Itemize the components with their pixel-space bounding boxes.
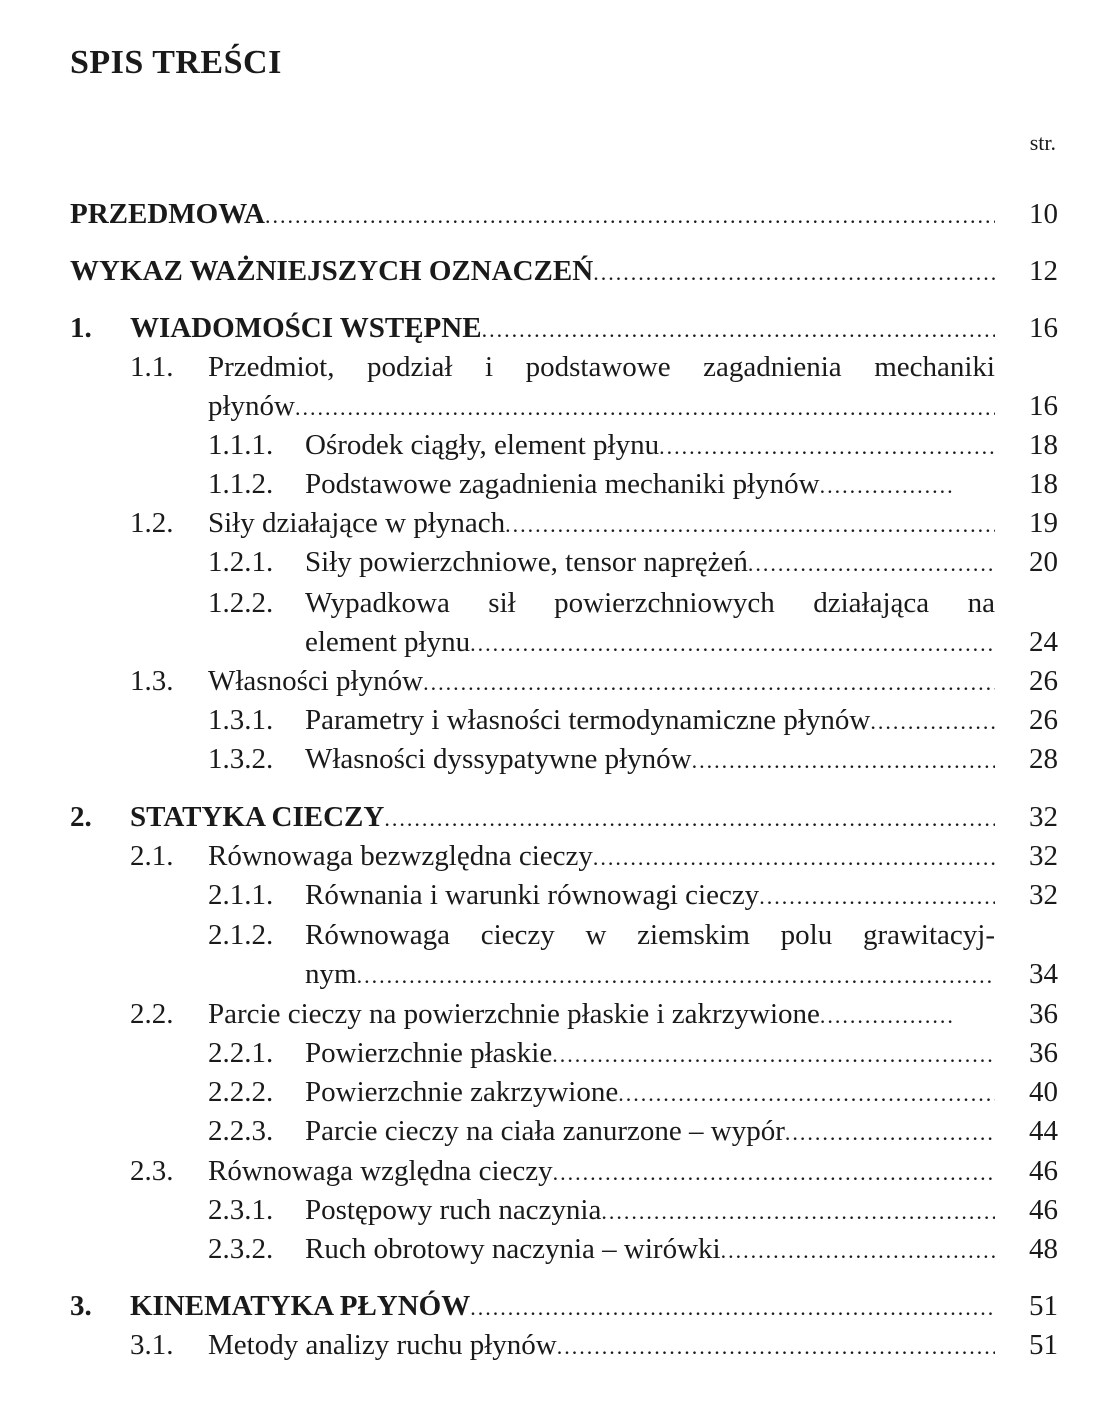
toc-entry <box>0 388 1106 424</box>
toc-entry-title: Powierzchnie zakrzywione <box>305 1076 619 1108</box>
leader-dots <box>721 1233 995 1269</box>
leader-dots <box>505 507 995 543</box>
toc-entry-title: PRZEDMOWA <box>70 198 265 230</box>
toc-entry-number: 1.2.2. <box>208 587 274 619</box>
toc-entry-page: 46 <box>1029 1155 1058 1187</box>
toc-entry-page: 44 <box>1029 1115 1058 1147</box>
toc-entry-title: STATYKA CIECZY <box>130 801 385 833</box>
leader-dots <box>557 1329 995 1365</box>
toc-entry <box>0 544 1106 580</box>
toc-entry-title: Metody analizy ruchu płynów <box>208 1329 557 1361</box>
toc-entry-title: Przedmiot, podział i podstawowe zagadnienia mechaniki <box>208 351 995 383</box>
leader-dots <box>820 998 955 1034</box>
toc-entry-page: 10 <box>1029 198 1058 230</box>
leader-dots <box>470 626 995 662</box>
leader-dots <box>870 704 995 740</box>
toc-entry <box>0 466 1106 502</box>
toc-entry-number: 2.1.2. <box>208 919 274 951</box>
toc-entry <box>0 253 1106 289</box>
leader-dots <box>820 468 955 504</box>
toc-entry <box>0 838 1106 874</box>
toc-entry-number: 2.1. <box>130 840 174 872</box>
toc-entry-title: Podstawowe zagadnienia mechaniki płynów <box>305 468 820 500</box>
toc-entry-number: 2.2. <box>130 998 174 1030</box>
toc-entry-number: 2.2.2. <box>208 1076 274 1108</box>
toc-entry-number: 1. <box>70 312 92 344</box>
toc-entry <box>0 741 1106 777</box>
toc-entry-page: 18 <box>1029 429 1058 461</box>
toc-entry-title: Powierzchnie płaskie <box>305 1037 553 1069</box>
toc-entry-page: 24 <box>1029 626 1058 658</box>
toc-entry-number: 2. <box>70 801 92 833</box>
toc-entry <box>0 1153 1106 1189</box>
leader-dots <box>601 1194 995 1230</box>
toc-entry-page: 32 <box>1029 801 1058 833</box>
leader-dots <box>384 801 995 837</box>
toc-entry-number: 1.1. <box>130 351 174 383</box>
toc-entry <box>0 505 1106 541</box>
toc-entry <box>0 996 1106 1032</box>
toc-entry <box>0 799 1106 835</box>
toc-entry-title: Własności dyssypatywne płynów <box>305 743 692 775</box>
toc-entry <box>0 1192 1106 1228</box>
toc-entry-page: 20 <box>1029 546 1058 578</box>
toc-entry <box>0 427 1106 463</box>
toc-entry <box>0 1113 1106 1149</box>
toc-entry <box>0 1288 1106 1324</box>
page-title: SPIS TREŚCI <box>70 44 282 81</box>
toc-entry <box>0 1035 1106 1071</box>
toc-entry-page: 51 <box>1029 1329 1058 1361</box>
toc-entry <box>0 349 1106 385</box>
toc-entry-page: 19 <box>1029 507 1058 539</box>
toc-entry-title: Ośrodek ciągły, element płynu <box>305 429 660 461</box>
toc-entry-page: 28 <box>1029 743 1058 775</box>
leader-dots <box>357 958 995 994</box>
toc-entry-page: 32 <box>1029 840 1058 872</box>
toc-entry-title: Parcie cieczy na ciała zanurzone – wypór <box>305 1115 785 1147</box>
toc-entry-number: 1.3. <box>130 665 174 697</box>
leader-dots <box>482 312 995 348</box>
toc-entry-title: Postępowy ruch naczynia <box>305 1194 602 1226</box>
toc-entry-page: 48 <box>1029 1233 1058 1265</box>
toc-entry <box>0 1327 1106 1363</box>
leader-dots <box>659 429 995 465</box>
toc-entry-title: Siły powierzchniowe, tensor naprężeń <box>305 546 748 578</box>
toc-entry <box>0 956 1106 992</box>
toc-entry-title: Ruch obrotowy naczynia – wirówki <box>305 1233 721 1265</box>
toc-entry-title: nym <box>305 958 357 990</box>
leader-dots <box>552 1037 995 1073</box>
toc-entry-number: 2.3.2. <box>208 1233 274 1265</box>
toc-entry-page: 34 <box>1029 958 1058 990</box>
toc-entry-title: Wypadkowa sił powierzchniowych działająca na <box>305 587 995 619</box>
toc-entry <box>0 917 1106 953</box>
leader-dots <box>265 198 995 234</box>
toc-entry <box>0 663 1106 699</box>
toc-entry-page: 36 <box>1029 1037 1058 1069</box>
toc-entry-number: 2.2.3. <box>208 1115 274 1147</box>
toc-entry-number: 1.1.2. <box>208 468 274 500</box>
toc-entry-title: KINEMATYKA PŁYNÓW <box>130 1290 471 1322</box>
toc-entry-number: 2.3.1. <box>208 1194 274 1226</box>
toc-entry-number: 3.1. <box>130 1329 174 1361</box>
toc-entry-number: 2.3. <box>130 1155 174 1187</box>
toc-entry-page: 51 <box>1029 1290 1058 1322</box>
leader-dots <box>618 1076 995 1112</box>
toc-entry-page: 40 <box>1029 1076 1058 1108</box>
toc-entry-title: Równowaga cieczy w ziemskim polu grawitacyj- <box>305 919 995 951</box>
toc-entry <box>0 877 1106 913</box>
toc-entry-number: 1.3.2. <box>208 743 274 775</box>
toc-entry <box>0 310 1106 346</box>
leader-dots <box>470 1290 995 1326</box>
toc-entry-number: 2.1.1. <box>208 879 274 911</box>
toc-entry-title: Siły działające w płynach <box>208 507 506 539</box>
toc-entry-title: WIADOMOŚCI WSTĘPNE <box>130 312 482 344</box>
toc-entry-page: 46 <box>1029 1194 1058 1226</box>
leader-dots <box>748 546 995 582</box>
toc-entry-page: 26 <box>1029 704 1058 736</box>
toc-entry-title: płynów <box>208 390 295 422</box>
toc-entry-page: 16 <box>1029 312 1058 344</box>
toc-entry-title: Parcie cieczy na powierzchnie płaskie i zakrzywione <box>208 998 820 1030</box>
toc-entry-number: 2.2.1. <box>208 1037 274 1069</box>
toc-entry-title: Równowaga bezwzględna cieczy <box>208 840 593 872</box>
toc-entry <box>0 624 1106 660</box>
leader-dots <box>593 840 995 876</box>
page-column-label: str. <box>1029 130 1056 155</box>
toc-entry <box>0 702 1106 738</box>
leader-dots <box>295 390 995 426</box>
toc-entry-page: 16 <box>1029 390 1058 422</box>
leader-dots <box>553 1155 995 1191</box>
toc-entry-page: 26 <box>1029 665 1058 697</box>
toc-entry-number: 1.1.1. <box>208 429 274 461</box>
toc-entry-page: 36 <box>1029 998 1058 1030</box>
toc-entry-title: Równowaga względna cieczy <box>208 1155 553 1187</box>
leader-dots <box>423 665 995 701</box>
toc-entry-number: 3. <box>70 1290 92 1322</box>
toc-entry <box>0 196 1106 232</box>
toc-entry-page: 12 <box>1029 255 1058 287</box>
toc-entry <box>0 585 1106 621</box>
leader-dots <box>692 743 995 779</box>
leader-dots <box>785 1115 995 1151</box>
toc-entry-number: 1.2.1. <box>208 546 274 578</box>
toc-entry <box>0 1231 1106 1267</box>
leader-dots <box>759 879 995 915</box>
toc-entry-title: WYKAZ WAŻNIEJSZYCH OZNACZEŃ <box>70 255 594 287</box>
toc-entry-title: Parametry i własności termodynamiczne płynów <box>305 704 871 736</box>
toc-entry-page: 18 <box>1029 468 1058 500</box>
toc-entry <box>0 1074 1106 1110</box>
leader-dots <box>593 255 995 291</box>
toc-entry-page: 32 <box>1029 879 1058 911</box>
toc-entry-title: element płynu <box>305 626 471 658</box>
toc-entry-title: Równania i warunki równowagi cieczy <box>305 879 760 911</box>
toc-entry-number: 1.3.1. <box>208 704 274 736</box>
toc-entry-number: 1.2. <box>130 507 174 539</box>
toc-entry-title: Własności płynów <box>208 665 424 697</box>
